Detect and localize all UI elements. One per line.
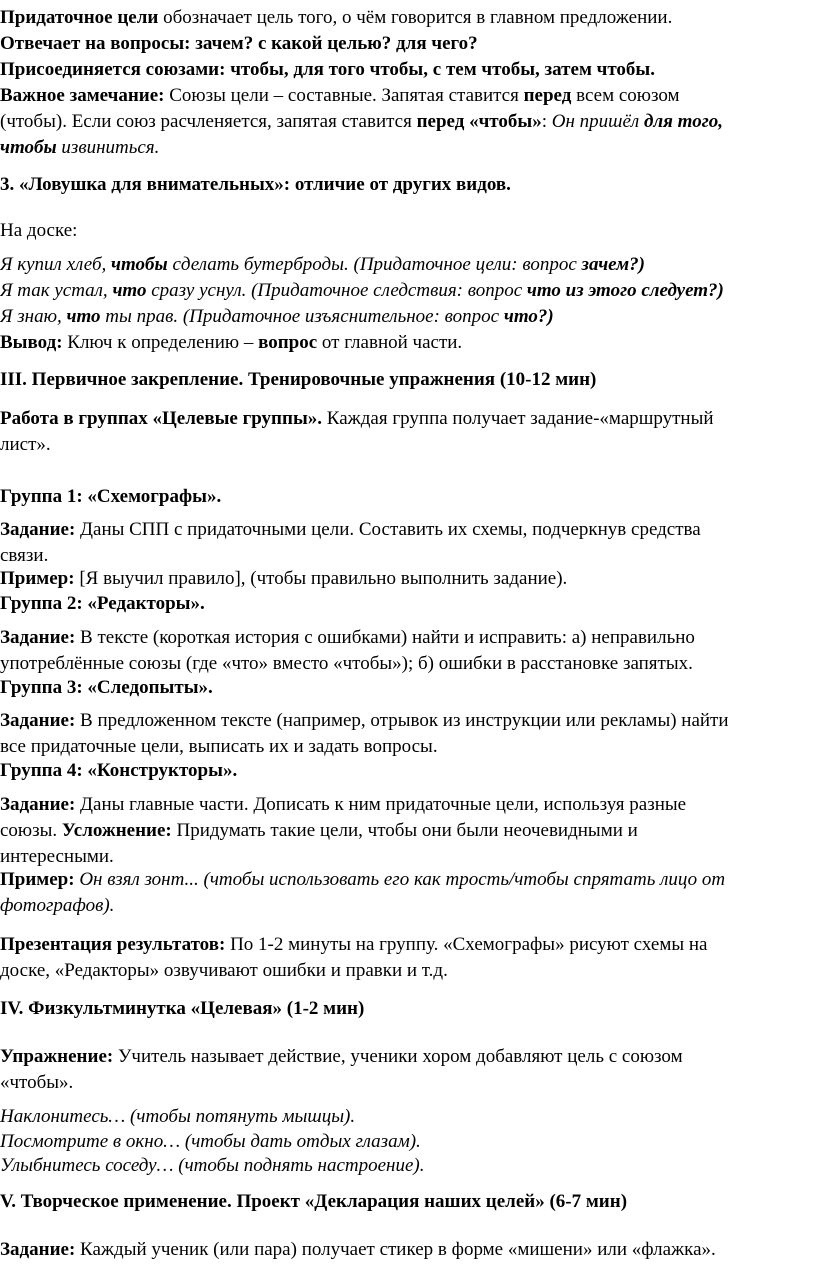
text-bold: перед bbox=[523, 85, 572, 106]
text-italic: сразу уснул. (Придаточное следствия: вопрос bbox=[146, 280, 527, 301]
heading-text: 3. «Ловушка для внимательных»: отличие от других видов. bbox=[0, 174, 511, 195]
text: [Я выучил правило], (чтобы правильно выполнить задание). bbox=[74, 568, 568, 589]
text-italic: Я знаю, bbox=[0, 306, 67, 327]
group-2-task-line-2: употреблённые союзы (где «что» вместо «чтобы»); б) ошибки в расстановке запятых. bbox=[0, 653, 693, 674]
text: Каждая группа получает задание-«маршрутный bbox=[322, 408, 714, 429]
text: (чтобы). Если союз расчленяется, запятая ставится bbox=[0, 111, 417, 132]
definition-line-6 bbox=[0, 135, 159, 161]
text-bold-italic: что?) bbox=[503, 306, 554, 327]
conclusion-line bbox=[0, 330, 462, 356]
text-bold: Работа в группах «Целевые группы». bbox=[0, 408, 323, 429]
definition-line-4 bbox=[0, 83, 680, 109]
text: Союзы цели – составные. Запятая ставится bbox=[164, 85, 524, 106]
heading-text: III. Первичное закрепление. Тренировочные упражнения (10-12 мин) bbox=[0, 369, 597, 390]
text: Даны СПП с придаточными цели. Составить их схемы, подчеркнув средства bbox=[75, 519, 701, 540]
group-3-task-line-2: все придаточные цели, выписать их и задать вопросы. bbox=[0, 736, 438, 757]
presentation-line-2: доске, «Редакторы» озвучивают ошибки и правки и т.д. bbox=[0, 960, 448, 981]
text-bold: Пример: bbox=[0, 568, 75, 589]
group-4-example-line-2 bbox=[0, 893, 114, 919]
board-example-1 bbox=[0, 252, 645, 278]
text-italic: ты прав. (Придаточное изъяснительное: вопрос bbox=[100, 306, 504, 327]
text-bold: Группа 2: «Редакторы». bbox=[0, 593, 205, 614]
text-bold-italic: что bbox=[66, 306, 101, 327]
definition-line-5 bbox=[0, 109, 723, 135]
text-italic: извиниться. bbox=[56, 137, 160, 158]
heading-text: IV. Физкультминутка «Целевая» (1-2 мин) bbox=[0, 998, 365, 1019]
board-example-2 bbox=[0, 278, 724, 304]
text-italic: Я так устал, bbox=[0, 280, 113, 301]
term-bold: Придаточное цели bbox=[0, 7, 159, 28]
text: В тексте (короткая история с ошибками) найти и исправить: а) неправильно bbox=[75, 627, 695, 648]
text-bold: Усложнение: bbox=[61, 820, 172, 841]
group-1-title bbox=[0, 484, 221, 510]
text-italic: Посмотрите в окно… (чтобы дать отдых глазам). bbox=[0, 1131, 421, 1152]
text-bold: Отвечает на вопросы: зачем? с какой целью? для чего? bbox=[0, 33, 478, 54]
text-bold: Группа 1: «Схемографы». bbox=[0, 486, 222, 507]
text-bold: Задание: bbox=[0, 627, 76, 648]
group-4-task-line-3: интересными. bbox=[0, 846, 114, 867]
text-bold: вопрос bbox=[258, 332, 318, 353]
group-4-example-line-1 bbox=[0, 867, 725, 893]
text-bold-italic: чтобы bbox=[111, 254, 168, 275]
definition-line-2 bbox=[0, 31, 478, 57]
definition-line-3 bbox=[0, 57, 655, 83]
text-bold: Презентация результатов: bbox=[0, 934, 226, 955]
group-1-task-line-2: связи. bbox=[0, 545, 49, 566]
text-bold: Упражнение: bbox=[0, 1046, 114, 1067]
group-1-task-line-1 bbox=[0, 517, 701, 543]
group-2-title bbox=[0, 591, 205, 617]
exercise-line-2: «чтобы». bbox=[0, 1072, 74, 1093]
phys-item-2 bbox=[0, 1129, 421, 1155]
group-3-task-line-1 bbox=[0, 708, 729, 734]
text-bold: Важное замечание: bbox=[0, 85, 165, 106]
text: от главной части. bbox=[317, 332, 463, 353]
text-bold: Задание: bbox=[0, 794, 76, 815]
text-bold: Пример: bbox=[0, 869, 75, 890]
text-bold: Задание: bbox=[0, 710, 76, 731]
group-4-title bbox=[0, 758, 237, 784]
text: : bbox=[541, 111, 552, 132]
group-work-line-2: лист». bbox=[0, 434, 51, 455]
text: обозначает цель того, о чём говорится в главном предложении. bbox=[158, 7, 673, 28]
section-3-heading bbox=[0, 172, 511, 198]
group-3-title bbox=[0, 675, 213, 701]
text: По 1-2 минуты на группу. «Схемографы» рисуют схемы на bbox=[225, 934, 708, 955]
text-bold: Присоединяется союзами: чтобы, для того чтобы, с тем чтобы, затем чтобы. bbox=[0, 59, 656, 80]
text-italic: сделать бутерброды. (Придаточное цели: вопрос bbox=[167, 254, 582, 275]
definition-line-1 bbox=[0, 5, 672, 31]
text-bold-italic: зачем?) bbox=[581, 254, 645, 275]
text-bold: Задание: bbox=[0, 519, 76, 540]
group-work-line-1 bbox=[0, 406, 714, 432]
text-bold-italic: что из этого следует?) bbox=[526, 280, 724, 301]
phys-item-3 bbox=[0, 1153, 424, 1179]
text: Каждый ученик (или пара) получает стикер в форме «мишени» или «флажка». bbox=[75, 1239, 716, 1260]
section-III-heading bbox=[0, 367, 596, 393]
text: Учитель называет действие, ученики хором добавляют цель с союзом bbox=[113, 1046, 683, 1067]
group-2-task-line-1 bbox=[0, 625, 695, 651]
board-label: На доске: bbox=[0, 220, 78, 241]
section-IV-heading bbox=[0, 996, 364, 1022]
board-example-3 bbox=[0, 304, 554, 330]
text-italic: фотографов). bbox=[0, 895, 115, 916]
exercise-line-1 bbox=[0, 1044, 683, 1070]
section-V-heading bbox=[0, 1189, 627, 1215]
text-bold-italic: для того, bbox=[643, 111, 723, 132]
text-bold: Группа 4: «Конструкторы». bbox=[0, 760, 238, 781]
text-italic: Улыбнитесь соседу… (чтобы поднять настроение). bbox=[0, 1155, 425, 1176]
text: В предложенном тексте (например, отрывок из инструкции или рекламы) найти bbox=[75, 710, 729, 731]
text-italic: Он пришёл bbox=[551, 111, 644, 132]
text: Ключ к определению – bbox=[62, 332, 259, 353]
text: Даны главные части. Дописать к ним придаточные цели, используя разные bbox=[75, 794, 687, 815]
group-4-task-line-2 bbox=[0, 818, 638, 844]
group-1-example bbox=[0, 566, 567, 592]
text-italic: Я купил хлеб, bbox=[0, 254, 112, 275]
text-italic: Он взял зонт... (чтобы использовать его как трость/чтобы спрятать лицо от bbox=[74, 869, 726, 890]
text-bold: Вывод: bbox=[0, 332, 63, 353]
text: всем союзом bbox=[571, 85, 680, 106]
group-4-task-line-1 bbox=[0, 792, 686, 818]
text-bold: перед «чтобы» bbox=[416, 111, 542, 132]
text-italic: Наклонитесь… (чтобы потянуть мышцы). bbox=[0, 1106, 356, 1127]
text-bold-italic: что bbox=[112, 280, 147, 301]
text: Придумать такие цели, чтобы они были неочевидными и bbox=[171, 820, 638, 841]
heading-text: V. Творческое применение. Проект «Декларация наших целей» (6-7 мин) bbox=[0, 1191, 628, 1212]
phys-item-1 bbox=[0, 1104, 355, 1130]
text-bold-italic: чтобы bbox=[0, 137, 57, 158]
presentation-line-1 bbox=[0, 932, 707, 958]
text-bold: Группа 3: «Следопыты». bbox=[0, 677, 213, 698]
text: союзы. bbox=[0, 820, 62, 841]
text-bold: Задание: bbox=[0, 1239, 76, 1260]
task-v-line bbox=[0, 1237, 716, 1263]
